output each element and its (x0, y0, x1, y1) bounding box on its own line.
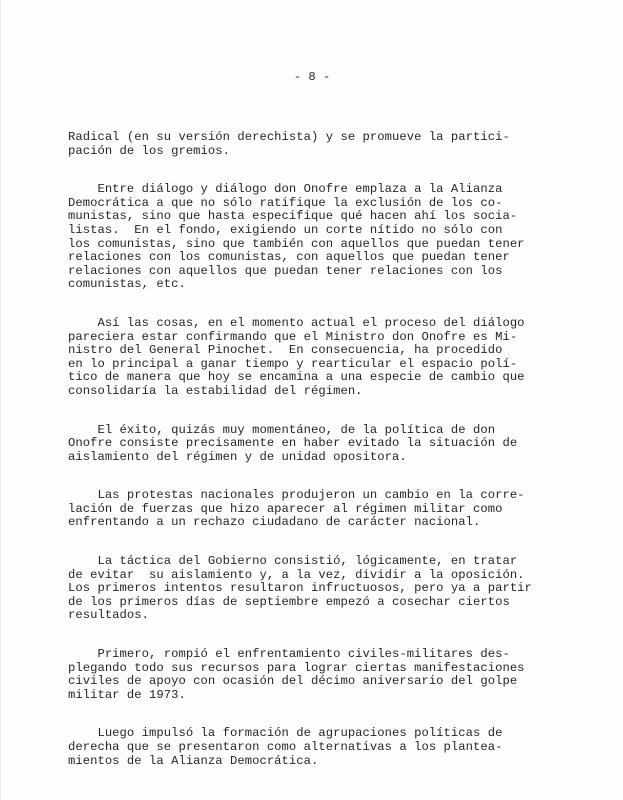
paragraph: Primero, rompió el enfrentamiento civiles-militares des- plegando todo sus recursos para lograr ciertas manifestaciones civiles de apoyo con ocasión del décimo aniversario del golpe militar de 1973. (68, 647, 525, 702)
paragraph: Radical (en su versión derechista) y se promueve la partici- pación de los gremios. (68, 130, 510, 158)
paragraph: Entre diálogo y diálogo don Onofre emplaza a la Alianza Democrática a que no sólo ratifique la exclusión de los co- munistas, sino que hasta especifique qué hacen ahí los socia- listas. En el fondo, exigiendo un corte nítido no sólo con los comunistas, sino que también con aquellos que puedan tener relaciones con los comunistas, con aquellos que puedan tener relaciones con aquellos que puedan tener relaciones con los comunistas, etc. (68, 182, 525, 292)
paragraph: El éxito, quizás muy momentáneo, de la política de don Onofre consiste precisamente en haber evitado la situación de aislamiento del régimen y de unidad opositora. (68, 422, 518, 464)
document-body (68, 131, 538, 768)
paragraph: Las protestas nacionales produjeron un cambio en la corre- lación de fuerzas que hizo aparecer al régimen militar como enfrentando a un rechazo ciudadano de carácter nacional. (68, 488, 525, 530)
page-number: - 8 - (293, 70, 331, 84)
paragraph: Así las cosas, en el momento actual el proceso del diálogo pareciera estar confirmando que el Ministro don Onofre es Mi- nistro del General Pinochet. En consecuencia, ha procedido en lo principal a ganar tiempo y rearticular el espacio polí- tico de manera que hoy se encamina a una especie de cambio que consolidaría la estabilidad del régimen. (68, 315, 525, 398)
paragraph: La táctica del Gobierno consistió, lógicamente, en tratar de evitar su aislamiento y, a la vez, dividir a la oposición. Los primeros intentos resultaron infructuosos, pero ya a partir de los primeros días de septiembre empezó a cosechar ciertos resultados. (68, 554, 532, 623)
paragraph: Luego impulsó la formación de agrupaciones políticas de derecha que se presentaron como alternativas a los plantea- mientos de la Alianza Democrática. (68, 726, 503, 768)
